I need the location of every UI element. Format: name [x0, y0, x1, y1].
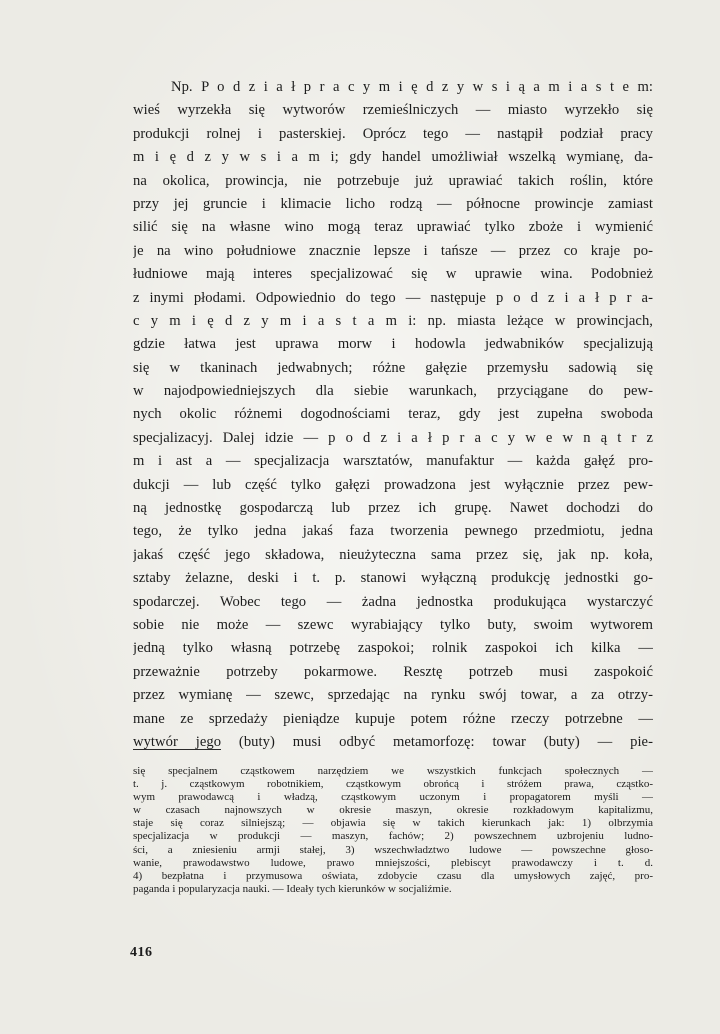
text-line: silić się na własne wino mogą teraz uprawiać tylko zboże i wymienić	[133, 219, 653, 236]
text-line: z inymi płodami. Odpowiednio do tego — następuje p o d z i a ł p r a-	[133, 289, 653, 306]
text-line: łudniowe mają interes specjalizować się w uprawie wina. Podobnież	[133, 266, 653, 283]
page-number: 416	[130, 945, 153, 960]
text-line: przy jej gruncie i klimacie licho rodzą — północne prowincje zamiast	[133, 195, 653, 212]
text-line: je na wino południowe znacznie lepsze i tańsze — przez co kraje po-	[133, 242, 653, 259]
text-line: mane ze sprzedaży pieniądze kupuje potem różne rzeczy potrzebne —	[133, 710, 653, 727]
text-line: ną jednostkę gospodarczą lub przez ich grupę. Nawet dochodzi do	[133, 500, 653, 517]
footnote-line: wym prawodawcą i władzą, cząstkowym uczonym i propagatorem myśli —	[133, 791, 653, 804]
text-line: Np. P o d z i a ł p r a c y m i ę d z y w s i ą a m i a s t e m:	[171, 79, 653, 95]
text-line: spodarczej. Wobec tego — żadna jednostka produkująca wystarczyć	[133, 593, 653, 610]
main-text	[133, 76, 653, 754]
text-line: w najodpowiedniejszych dla siebie warunkach, przyciągane do pew-	[133, 383, 653, 400]
text-line: przez wymianę — szewc, sprzedając na rynku swój towar, a za otrzy-	[133, 687, 653, 704]
text-line: specjalizacyj. Dalej idzie — p o d z i a ł p r a c y w e w n ą t r z	[133, 429, 653, 446]
text-line: m i ast a — specjalizacja warsztatów, manufaktur — każda gałęź pro-	[133, 453, 653, 470]
text-line: na okolica, prowincja, nie potrzebuje już uprawiać takich roślin, które	[133, 172, 653, 189]
footnote-line: wanie, prawodawstwo ludowe, prawo mniejszości, plebiscyt prawodawczy i t. d.	[133, 856, 653, 869]
footnote-line: w czasach najnowszych w okresie maszyn, okresie rozkładowym kapitalizmu,	[133, 804, 653, 817]
footnote-line: paganda i popularyzacja nauki. — Ideały tych kierunków w socjaliźmie.	[133, 882, 452, 895]
text-line: gdzie łatwa jest uprawa morw i hodowla jedwabników specjalizują	[133, 336, 653, 353]
footnote-line: staje się coraz silniejszą; — objawia się w takich kierunkach jak: 1) olbrzymia	[133, 817, 653, 830]
text-line: się w tkaninach jedwabnych; różne gałęzie przemysłu sadowią się	[133, 359, 653, 376]
footnote-line: t. j. cząstkowym robotnikiem, cząstkowym obrońcą i stróżem prawa, cząstko-	[133, 778, 653, 791]
text-line: c y m i ę d z y m i a s t a m i: np. miasta leżące w prowincjach,	[133, 312, 653, 329]
text-line: tego, że tylko jedna jakaś faza tworzenia pewnego przedmiotu, jedna	[133, 523, 653, 540]
text-line: produkcji rolnej i pasterskiej. Oprócz tego — nastąpił podział pracy	[133, 125, 653, 142]
footnote-divider	[133, 749, 221, 750]
text-line: przeważnie potrzeby pokarmowe. Resztę potrzeb musi zaspokoić	[133, 663, 653, 680]
text-line: m i ę d z y w s i a m i; gdy handel umożliwiał wszelką wymianę, da-	[133, 149, 653, 166]
text-line: jakaś część jego składowa, nieużyteczna sama przez się, jak np. koła,	[133, 546, 653, 563]
text-line: dukcji — lub część tylko gałęzi prowadzona jest wyłącznie przez pew-	[133, 476, 653, 493]
text-line: nych okolic różnemi dogodnościami teraz, gdy jest zupełna swoboda	[133, 406, 653, 423]
text-line: sztaby żelazne, deski i t. p. stanowi wyłączną produkcję jednostki go-	[133, 570, 653, 587]
text-line: wytwór jego (buty) musi odbyć metamorfozę: towar (buty) — pie-	[133, 733, 653, 750]
text-line: sobie nie może — szewc wyrabiający tylko buty, swoim wytworem	[133, 616, 653, 633]
footnote	[133, 765, 653, 896]
footnote-line: specjalizacja w produkcji — maszyn, fachów; 2) powszechnem uzbrojeniu ludno-	[133, 830, 653, 843]
footnote-line: 4) bezpłatna i przymusowa oświata, zdobycie czasu dla umysłowych zajęć, pro-	[133, 869, 653, 882]
text-line: wieś wyrzekła się wytworów rzemieślniczych — miasto wyrzekło się	[133, 102, 653, 119]
footnote-line: się specjalnem cząstkowem narzędziem we wszystkich funkcjach społecznych —	[133, 765, 653, 777]
footnote-line: ści, a zniesieniu armji stałej, 3) wszechwładztwo ludowe — powszechne głoso-	[133, 843, 653, 856]
text-line: jedną tylko własną potrzebę zaspokoi; rolnik zaspokoi ich kilka —	[133, 640, 653, 657]
